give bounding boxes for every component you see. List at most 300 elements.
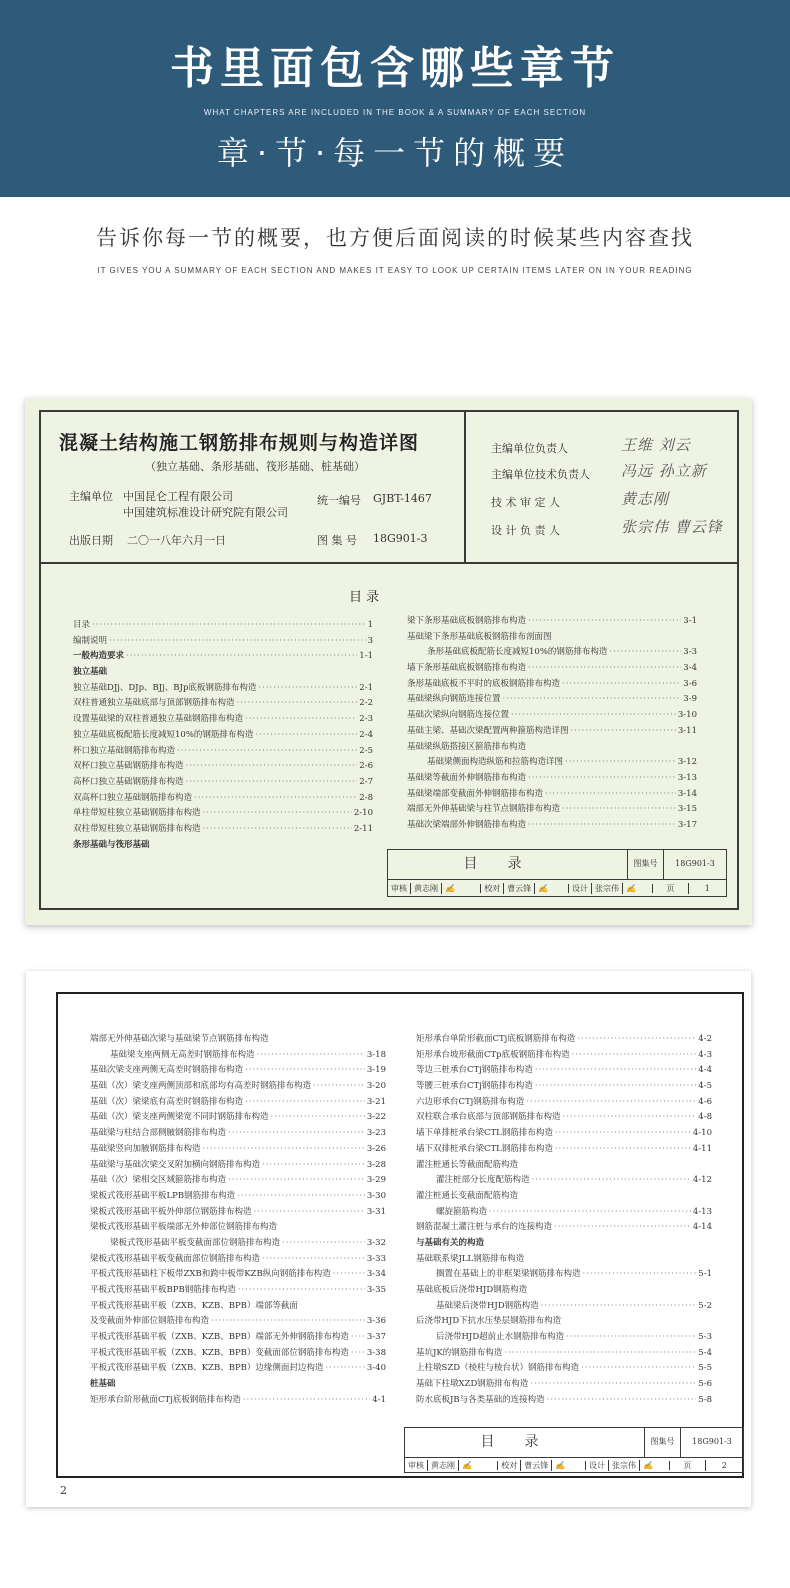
editor-label: 主编单位 (69, 490, 113, 503)
toc-page-number: 3-37 (366, 1332, 386, 1343)
toc-leader-dots (228, 1173, 365, 1189)
toc-entry (407, 755, 697, 771)
toc-page-number: 3-26 (366, 1143, 386, 1154)
toc-entry (90, 1095, 386, 1111)
toc-page-number: 2-1 (359, 682, 373, 693)
proofer-signature: ✍ (552, 1461, 586, 1470)
toc-leader-dots (504, 1346, 696, 1362)
toc-leader-dots (282, 1236, 365, 1252)
toc-entry-title: 基础梁与基础次梁交叉附加横向钢筋排布构造 (90, 1159, 261, 1170)
toc-page-number: 3-9 (683, 694, 697, 705)
toc-page-number: 4-12 (692, 1175, 712, 1186)
toc-entry (73, 649, 373, 665)
intro-text-cn: 告诉你每一节的概要，也方便后面阅读的时候某些内容查找 (96, 226, 694, 250)
toc-entry-title: 梁板式筏形基础平板变截面部位钢筋排布构造 (110, 1237, 281, 1248)
toc-entry-title: 平板式筏形基础平板（ZXB、KZB、BPB）端部等截面 (90, 1300, 298, 1311)
toc-page-number: 1 (367, 620, 373, 630)
page-number: 2 (60, 1484, 67, 1497)
toc-entry-title: 后浇带HJD下抗水压垫层钢筋排布构造 (416, 1316, 562, 1327)
toc-page-number: 3-4 (683, 663, 697, 674)
toc-section-heading (73, 838, 373, 854)
toc-leader-dots (555, 1142, 691, 1158)
toc-entry-title: 基础梁后浇带HJD钢筋构造 (436, 1300, 539, 1311)
toc-entry (416, 1079, 712, 1095)
toc-entry (416, 1173, 712, 1189)
toc-leader-dots (545, 787, 676, 803)
toc-page-number: 5-3 (698, 1332, 712, 1343)
toc-entry-title: 墙下双排桩承台梁CTL钢筋排布构造 (416, 1143, 553, 1154)
signature: 王维 刘云 (621, 436, 691, 454)
toc-entry (73, 618, 373, 634)
toc-entry-title: 独立基础 (73, 667, 108, 678)
toc-entry (407, 692, 697, 708)
toc-entry (73, 759, 373, 775)
toc-entry (416, 1205, 712, 1221)
toc-leader-dots (254, 1205, 365, 1221)
toc-page-number: 3-35 (366, 1285, 386, 1295)
toc-entry-title: 基坑JK的钢筋排布构造 (416, 1347, 503, 1358)
toc-entry-title: 单柱带短柱独立基础钢筋排布构造 (73, 808, 201, 819)
toc-leader-dots (245, 712, 357, 728)
toc-leader-dots (211, 1314, 365, 1330)
toc-leader-dots (566, 1330, 696, 1346)
toc-page-number: 3-14 (677, 788, 697, 799)
toc-leader-dots (126, 649, 357, 665)
toc-entry-title: 基础（次）梁梁底有高差时钢筋排布构造 (90, 1096, 244, 1107)
toc-leader-dots (92, 618, 366, 634)
page-1-frame (39, 410, 739, 910)
toc-page-number: 4-4 (698, 1065, 712, 1076)
toc-page-number: 4-2 (698, 1034, 712, 1044)
page-value: 1 (704, 883, 710, 893)
toc-leader-dots (177, 744, 357, 760)
divider (464, 412, 466, 562)
proof-label: 校对 (498, 1460, 521, 1471)
toc-page-number: 3 (367, 635, 373, 646)
toc-leader-dots (351, 1330, 365, 1346)
page-label: 页 (670, 1460, 706, 1471)
title-block-atlas-label: 图集号 (628, 850, 664, 880)
toc-page-number: 3-13 (677, 772, 697, 783)
toc-entry (90, 1158, 386, 1174)
signer-row (491, 462, 707, 482)
toc-page-number: 5-4 (698, 1347, 712, 1358)
toc-leader-dots (262, 1158, 365, 1174)
toc-entry-title: 梁板式筏形基础平板变截面部位钢筋排布构造 (90, 1253, 261, 1264)
toc-entry (416, 1314, 712, 1330)
toc-page-number: 3-34 (366, 1269, 386, 1280)
toc-page-number: 3-12 (677, 757, 697, 768)
toc-entry (407, 708, 697, 724)
toc-page-number: 2-8 (359, 792, 373, 803)
toc-section-heading (416, 1236, 712, 1252)
toc-entry-title: 独立基础DJj、DJp、BJj、BJp底板钢筋排布构造 (73, 682, 257, 693)
proofer-signature: ✍ (535, 884, 569, 893)
toc-entry-title: 梁下条形基础底板钢筋排布构造 (407, 616, 527, 626)
toc-entry (416, 1220, 712, 1236)
toc-page-number: 3-30 (366, 1190, 386, 1201)
unified-number-label: 统一编号 (317, 494, 361, 507)
toc-entry-title: 基础（次）梁支座两侧顶部和底部均有高差时钢筋排布构造 (90, 1081, 312, 1092)
toc-page-number: 4-3 (698, 1049, 712, 1060)
atlas-number-label: 图 集 号 (317, 534, 357, 547)
toc-page-number: 3-36 (366, 1316, 386, 1327)
toc-leader-dots (503, 692, 682, 708)
toc-leader-dots (563, 1110, 697, 1126)
toc-entry-title: 条形基础底板不平时的底板钢筋排布构造 (407, 678, 561, 689)
toc-page-number: 1-1 (359, 651, 373, 662)
reviewer-signature: ✍ (442, 884, 481, 893)
toc-leader-dots (245, 1095, 365, 1111)
toc-entry-title: 一般构造要求 (73, 651, 125, 662)
toc-entry (73, 806, 373, 822)
toc-leader-dots (535, 1079, 696, 1095)
toc-entry-title: 目录 (73, 620, 91, 630)
toc-entry (73, 712, 373, 728)
toc-page-number: 3-18 (366, 1049, 386, 1060)
toc-entry-title: 后浇带HJD超前止水钢筋排布构造 (436, 1332, 565, 1343)
toc-page-number: 4-13 (692, 1206, 712, 1217)
header-banner (0, 0, 790, 197)
toc-entry-title: 平板式筏形基础平板（ZXB、KZB、BPB）变截面部位钢筋排布构造 (90, 1347, 349, 1358)
toc-entry (416, 1142, 712, 1158)
toc-page-number: 2-5 (359, 745, 373, 756)
banner-title: 书里面包含哪些章节 (170, 43, 620, 94)
toc-entry-title: 基础梁纵筋搭接区箍筋排布构造 (407, 741, 527, 752)
toc-entry-title: 与基础有关的构造 (416, 1237, 485, 1248)
toc-entry-title: 基础梁竖向加腋钢筋排布构造 (90, 1143, 201, 1154)
toc-leader-dots (109, 634, 366, 650)
toc-entry (416, 1048, 712, 1064)
reviewer-signature: ✍ (459, 1461, 498, 1470)
toc-entry-title: 墙下单排桩承台梁CTL钢筋排布构造 (416, 1128, 553, 1139)
atlas-number-value: 18G901-3 (373, 532, 428, 545)
review-label: 审核 (405, 1460, 428, 1471)
signer-row (491, 436, 691, 456)
toc-entry (90, 1205, 386, 1221)
toc-leader-dots (554, 1220, 691, 1236)
toc-entry-title: 矩形承台阶形截面CTj底板钢筋排布构造 (90, 1394, 241, 1405)
toc-entry (416, 1283, 712, 1299)
toc-entry (407, 787, 697, 803)
toc-entry (90, 1189, 386, 1205)
toc-entry (90, 1110, 386, 1126)
toc-page-number: 5-5 (698, 1363, 712, 1374)
toc-page-number: 2-11 (353, 823, 373, 834)
toc-leader-dots (203, 1142, 365, 1158)
title-block-title: 目录 (388, 850, 628, 880)
toc-entry-title: 基础梁侧面构造纵筋和拉筋构造详图 (427, 757, 564, 768)
toc-leader-dots (562, 677, 681, 693)
toc-page-number: 4-6 (698, 1096, 712, 1107)
toc-leader-dots (245, 1063, 365, 1079)
toc-leader-dots (489, 1205, 691, 1221)
toc-entry (90, 1346, 386, 1362)
toc-entry (90, 1252, 386, 1268)
toc-entry (90, 1126, 386, 1142)
toc-page-number: 5-1 (698, 1269, 712, 1280)
toc-right-column (407, 614, 697, 834)
toc-entry-title: 钢筋混凝土灌注桩与承台的连接构造 (416, 1222, 553, 1233)
toc-left-column (73, 618, 373, 853)
designer-signature: ✍ (640, 1461, 670, 1470)
toc-page-number: 5-2 (698, 1300, 712, 1311)
title-block (387, 849, 727, 897)
toc-leader-dots (528, 614, 681, 630)
toc-entry (407, 724, 697, 740)
toc-page-number: 3-11 (677, 725, 697, 736)
toc-heading: 目 录 (349, 590, 380, 605)
title-block-signoff-row (388, 880, 726, 896)
toc-section-heading (73, 665, 373, 681)
toc-entry (73, 696, 373, 712)
proofer-name: 曹云锋 (521, 1460, 552, 1471)
toc-entry-title: 基础梁等截面外伸钢筋排布构造 (407, 772, 527, 783)
toc-page-number: 2-6 (359, 761, 373, 772)
toc-page-number: 4-14 (692, 1222, 712, 1233)
toc-leader-dots (257, 1048, 365, 1064)
toc-leader-dots (528, 818, 676, 834)
toc-entry-title: 基础梁端部变截面外伸钢筋排布构造 (407, 788, 544, 799)
toc-right-column (416, 1032, 712, 1409)
toc-entry (407, 818, 697, 834)
toc-entry-title: 基础主梁、基础次梁配置两种箍筋构造详图 (407, 725, 569, 736)
toc-entry (416, 1393, 712, 1409)
toc-entry (416, 1267, 712, 1283)
toc-entry (407, 645, 697, 661)
design-label: 设计 (586, 1460, 609, 1471)
toc-entry-title: 双柱带短柱独立基础钢筋排布构造 (73, 823, 201, 834)
title-block-atlas-value: 18G901-3 (681, 1428, 743, 1458)
review-label: 审核 (388, 883, 411, 894)
toc-entry (73, 791, 373, 807)
toc-page-number: 2-10 (353, 808, 373, 819)
toc-leader-dots (532, 1173, 691, 1189)
signature: 冯远 孙立新 (621, 462, 707, 480)
toc-entry (407, 661, 697, 677)
toc-leader-dots (262, 1252, 365, 1268)
proof-label: 校对 (481, 883, 504, 894)
toc-entry (90, 1063, 386, 1079)
toc-leader-dots (255, 728, 357, 744)
toc-entry (407, 802, 697, 818)
divider (41, 562, 737, 564)
editor-name-2: 中国建筑标准设计研究院有限公司 (123, 506, 288, 519)
signer-role: 技 术 审 定 人 (491, 496, 560, 509)
toc-entry (90, 1393, 386, 1409)
toc-leader-dots (609, 645, 681, 661)
title-block (404, 1427, 744, 1473)
banner-subtitle-en: WHAT CHAPTERS ARE INCLUDED IN THE BOOK & A SUMMARY OF EACH SECTION (203, 108, 587, 117)
toc-entry (90, 1267, 386, 1283)
reviewer-name: 黄志刚 (411, 883, 442, 894)
page-2-frame (56, 992, 744, 1478)
toc-entry-title: 基础（次）梁支座两侧梁宽不同时钢筋排布构造 (90, 1112, 269, 1123)
toc-entry (407, 771, 697, 787)
toc-entry (416, 1095, 712, 1111)
toc-entry-title: 端部无外伸基础梁与柱节点钢筋排布构造 (407, 804, 561, 815)
toc-leader-dots (237, 696, 358, 712)
toc-page-number: 3-17 (677, 819, 697, 830)
toc-entry (416, 1330, 712, 1346)
toc-page-number: 3-15 (677, 804, 697, 815)
toc-entry (73, 728, 373, 744)
signature: 黄志刚 (621, 490, 670, 508)
toc-page-number: 4-11 (692, 1143, 712, 1154)
toc-page-number: 3-6 (683, 678, 697, 689)
toc-entry-title: 墙下条形基础底板钢筋排布构造 (407, 663, 527, 674)
toc-leader-dots (528, 771, 676, 787)
toc-entry-title: 螺旋箍筋构造 (436, 1206, 488, 1217)
designer-signature: ✍ (623, 884, 653, 893)
toc-entry (90, 1048, 386, 1064)
toc-entry-title: 杯口独立基础钢筋排布构造 (73, 745, 176, 756)
toc-leader-dots (555, 1126, 691, 1142)
toc-entry-title: 梁板式筏形基础平板LPB钢筋排布构造 (90, 1190, 236, 1201)
toc-entry (416, 1346, 712, 1362)
toc-page-number: 3-21 (366, 1096, 386, 1107)
toc-entry-title: 设置基础梁的双柱普通独立基础钢筋排布构造 (73, 714, 244, 725)
toc-leader-dots (581, 1361, 696, 1377)
toc-entry-title: 基础底板后浇带HJD钢筋构造 (416, 1285, 528, 1295)
toc-leader-dots (186, 775, 358, 791)
toc-leader-dots (577, 1032, 696, 1048)
toc-leader-dots (203, 806, 352, 822)
toc-page-number: 2-7 (359, 776, 373, 787)
toc-entry-title: 基础梁支座两侧无高差时钢筋排布构造 (110, 1049, 255, 1060)
toc-entry-title: 及变截面外伸部位钢筋排布构造 (90, 1316, 210, 1327)
toc-entry-title: 矩形承台坡形截面CTp底板钢筋排布构造 (416, 1049, 570, 1060)
toc-entry-title: 防水底板JB与各类基础的连接构造 (416, 1394, 545, 1405)
toc-page-number: 4-8 (698, 1112, 712, 1123)
toc-entry-title: 基础下柱墩XZD钢筋排布构造 (416, 1379, 529, 1390)
designer-name: 张宗伟 (592, 883, 623, 894)
toc-entry (90, 1032, 386, 1048)
toc-entry-title: 双柱联合承台底部与顶部钢筋排布构造 (416, 1112, 561, 1123)
toc-entry (73, 634, 373, 650)
toc-leader-dots (186, 759, 358, 775)
toc-left-column (90, 1032, 386, 1409)
toc-leader-dots (572, 1048, 697, 1064)
toc-entry-title: 基础次梁支座两侧无高差时钢筋排布构造 (90, 1065, 244, 1076)
toc-leader-dots (228, 1126, 365, 1142)
toc-leader-dots (258, 681, 357, 697)
toc-entry (416, 1063, 712, 1079)
toc-entry (416, 1377, 712, 1393)
toc-entry (416, 1252, 712, 1268)
toc-leader-dots (511, 708, 676, 724)
signer-row (491, 518, 723, 538)
toc-entry-title: 双杯口独立基础钢筋排布构造 (73, 761, 184, 772)
toc-entry (73, 744, 373, 760)
book-subtitle: （独立基础、条形基础、筏形基础、桩基础） (145, 460, 365, 473)
toc-entry-title: 条形基础底板配筋长度减短10%的钢筋排布构造 (427, 647, 608, 658)
toc-entry (90, 1220, 386, 1236)
toc-entry-title: 平板式筏形基础柱下板带ZXB和跨中板带KZB纵向钢筋排布构造 (90, 1269, 331, 1280)
toc-page-number: 2-4 (359, 729, 373, 740)
toc-page-number: 4-10 (692, 1128, 712, 1139)
toc-entry-title: 灌注桩通长等截面配筋构造 (416, 1159, 519, 1170)
toc-page-number: 3-19 (366, 1065, 386, 1076)
toc-entry-title: 平板式筏形基础平板（ZXB、KZB、BPB）边缘侧面封边构造 (90, 1363, 324, 1374)
toc-leader-dots (535, 1063, 696, 1079)
toc-entry (90, 1314, 386, 1330)
toc-entry-title: 基础梁与柱结合部侧腋钢筋排布构造 (90, 1128, 227, 1139)
proofer-name: 曹云锋 (504, 883, 535, 894)
toc-entry (416, 1158, 712, 1174)
toc-leader-dots (271, 1110, 365, 1126)
toc-entry (407, 614, 697, 630)
toc-entry (90, 1079, 386, 1095)
toc-leader-dots (238, 1283, 365, 1299)
intro-text-en: IT GIVES YOU A SUMMARY OF EACH SECTION AND MAKES IT EASY TO LOOK UP CERTAIN ITEMS LATER ON IN YOUR READING (97, 266, 693, 275)
toc-entry-title: 平板式筏形基础平板BPB钢筋排布构造 (90, 1285, 236, 1295)
toc-leader-dots (547, 1393, 697, 1409)
toc-entry-title: 双高杯口独立基础钢筋排布构造 (73, 792, 193, 803)
toc-entry (416, 1299, 712, 1315)
toc-entry (90, 1299, 386, 1315)
banner-subtitle-cn: 章·节·每一节的概要 (216, 134, 574, 172)
signature: 张宗伟 曹云锋 (621, 518, 723, 536)
toc-page-number: 3-10 (677, 710, 697, 721)
toc-page-number: 3-28 (366, 1159, 386, 1170)
toc-entry-title: 六边形承台CTj钢筋排布构造 (416, 1096, 525, 1107)
toc-entry (90, 1173, 386, 1189)
toc-entry (73, 775, 373, 791)
title-block-atlas-value: 18G901-3 (664, 850, 726, 880)
toc-entry (90, 1236, 386, 1252)
toc-leader-dots (565, 755, 676, 771)
toc-entry (416, 1032, 712, 1048)
publish-date-label: 出版日期 (69, 534, 113, 547)
toc-entry (407, 677, 697, 693)
toc-entry (90, 1330, 386, 1346)
page-label: 页 (653, 883, 689, 894)
toc-entry-title: 条形基础与筏形基础 (73, 839, 150, 850)
toc-entry-title: 灌注桩通长变截面配筋构造 (416, 1190, 519, 1201)
designer-name: 张宗伟 (609, 1460, 640, 1471)
toc-entry (90, 1361, 386, 1377)
toc-entry-title: 梁板式筏形基础平板外伸部位钢筋排布构造 (90, 1206, 252, 1217)
toc-entry (90, 1283, 386, 1299)
toc-page-number: 4-1 (372, 1394, 386, 1405)
title-block-title: 目录 (405, 1428, 645, 1458)
toc-entry-title: 基础次梁纵向钢筋连接位置 (407, 710, 510, 721)
design-label: 设计 (569, 883, 592, 894)
toc-entry (416, 1189, 712, 1205)
toc-page-number: 3-33 (366, 1253, 386, 1264)
toc-page-number: 3-31 (366, 1206, 386, 1217)
toc-leader-dots (325, 1361, 364, 1377)
signer-role: 设 计 负 责 人 (491, 524, 560, 537)
toc-entry-title: 双柱普通独立基础底部与顶部钢筋排布构造 (73, 698, 235, 709)
toc-entry-title: 基础联系梁JLL钢筋排布构造 (416, 1253, 525, 1264)
toc-entry (73, 681, 373, 697)
toc-leader-dots (541, 1299, 697, 1315)
toc-leader-dots (526, 1095, 696, 1111)
toc-page-number: 2-2 (359, 698, 373, 709)
toc-entry-title: 平板式筏形基础平板（ZXB、KZB、BPB）端部无外伸钢筋排布构造 (90, 1332, 349, 1343)
toc-leader-dots (562, 802, 676, 818)
toc-page-number: 3-22 (366, 1112, 386, 1123)
book-page-2-photo (26, 971, 751, 1507)
toc-leader-dots (243, 1393, 370, 1409)
toc-entry-title: 梁板式筏形基础平板端部无外伸部位钢筋排布构造 (90, 1222, 278, 1233)
toc-page-number: 4-5 (698, 1081, 712, 1092)
toc-leader-dots (571, 724, 676, 740)
toc-entry-title: 编制说明 (73, 635, 108, 646)
toc-entry-title: 端部无外伸基础次梁与基础梁节点钢筋排布构造 (90, 1034, 269, 1044)
